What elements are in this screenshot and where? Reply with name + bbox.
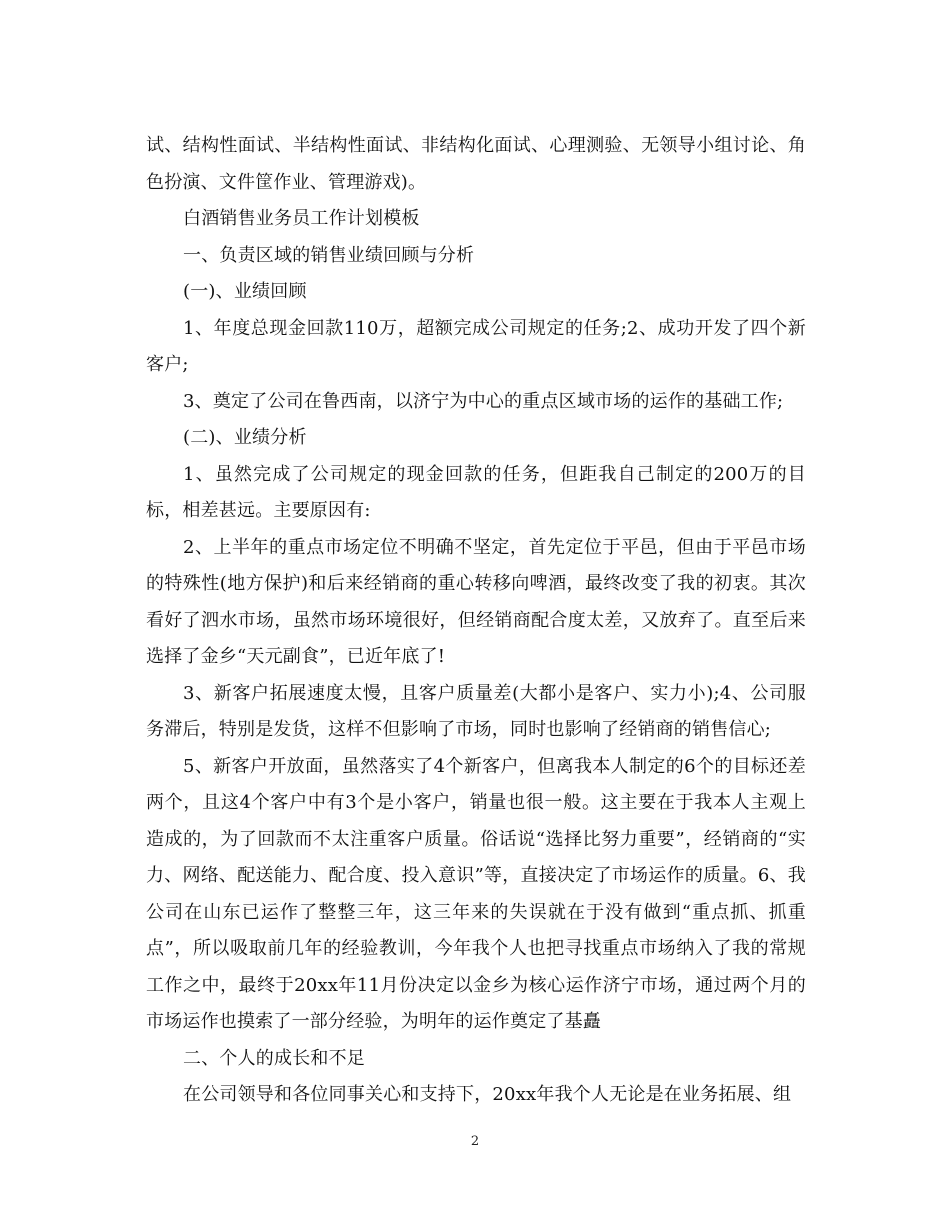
paragraph-growth-intro: 在公司领导和各位同事关心和支持下，20xx年我个人无论是在业务拓展、组 [183, 1084, 792, 1105]
paragraph-analysis-item-3: 3、新客户拓展速度太慢，且客户质量差(大都小是客户、实力小);4、公司服务滞后，特别是发货，这样不但影响了市场，同时也影响了经销商的销售信心; [146, 682, 806, 740]
document-body [146, 128, 806, 1114]
paragraph-review-item-1: 1、年度总现金回款110万，超额完成公司规定的任务;2、成功开发了四个新客户; [146, 317, 806, 375]
paragraph-analysis-item-2: 2、上半年的重点市场定位不明确不坚定，首先定位于平邑，但由于平邑市场的特殊性(地方保护)和后来经销商的重心转移向啤酒，最终改变了我的初衷。其次看好了泗水市场，虽然市场环境很好，但经销商配合度太差，又放弃了。直至后来选择了金乡“天元副食”，已近年底了! [146, 536, 806, 667]
paragraph-continuation: 试、结构性面试、半结构性面试、非结构化面试、心理测验、无领导小组讨论、角色扮演、文件筐作业、管理游戏)。 [146, 135, 806, 193]
heading-section-two: 二、个人的成长和不足 [183, 1047, 365, 1069]
heading-section-one: 一、负责区域的销售业绩回顾与分析 [183, 244, 475, 266]
heading-performance-analysis: (二)、业绩分析 [183, 427, 307, 448]
paragraph-plan-title: 白酒销售业务员工作计划模板 [183, 208, 420, 229]
paragraph-review-item-3: 3、奠定了公司在鲁西南，以济宁为中心的重点区域市场的运作的基础工作; [183, 390, 784, 412]
heading-performance-review: (一)、业绩回顾 [183, 281, 307, 302]
paragraph-analysis-item-1: 1、虽然完成了公司规定的现金回款的任务，但距我自己制定的200万的目标，相差甚远。主要原因有: [146, 463, 806, 521]
paragraph-analysis-item-5: 5、新客户开放面，虽然落实了4个新客户，但离我本人制定的6个的目标还差两个，且这4个客户中有3个是小客户，销量也很一般。这主要在于我本人主观上造成的，为了回款而不太注重客户质量。俗话说“选择比努力重要”，经销商的“实力、网络、配送能力、配合度、投入意识”等，直接决定了市场运作的质量。6、我公司在山东已运作了整整三年，这三年来的失误就在于没有做到“重点抓、抓重点”，所以吸取前几年的经验教训，今年我个人也把寻找重点市场纳入了我的常规工作之中，最终于20xx年11月份决定以金乡为核心运作济宁市场，通过两个月的市场运作也摸索了一部分经验，为明年的运作奠定了基矗 [146, 755, 806, 1032]
page-number: 2 [470, 1134, 480, 1149]
